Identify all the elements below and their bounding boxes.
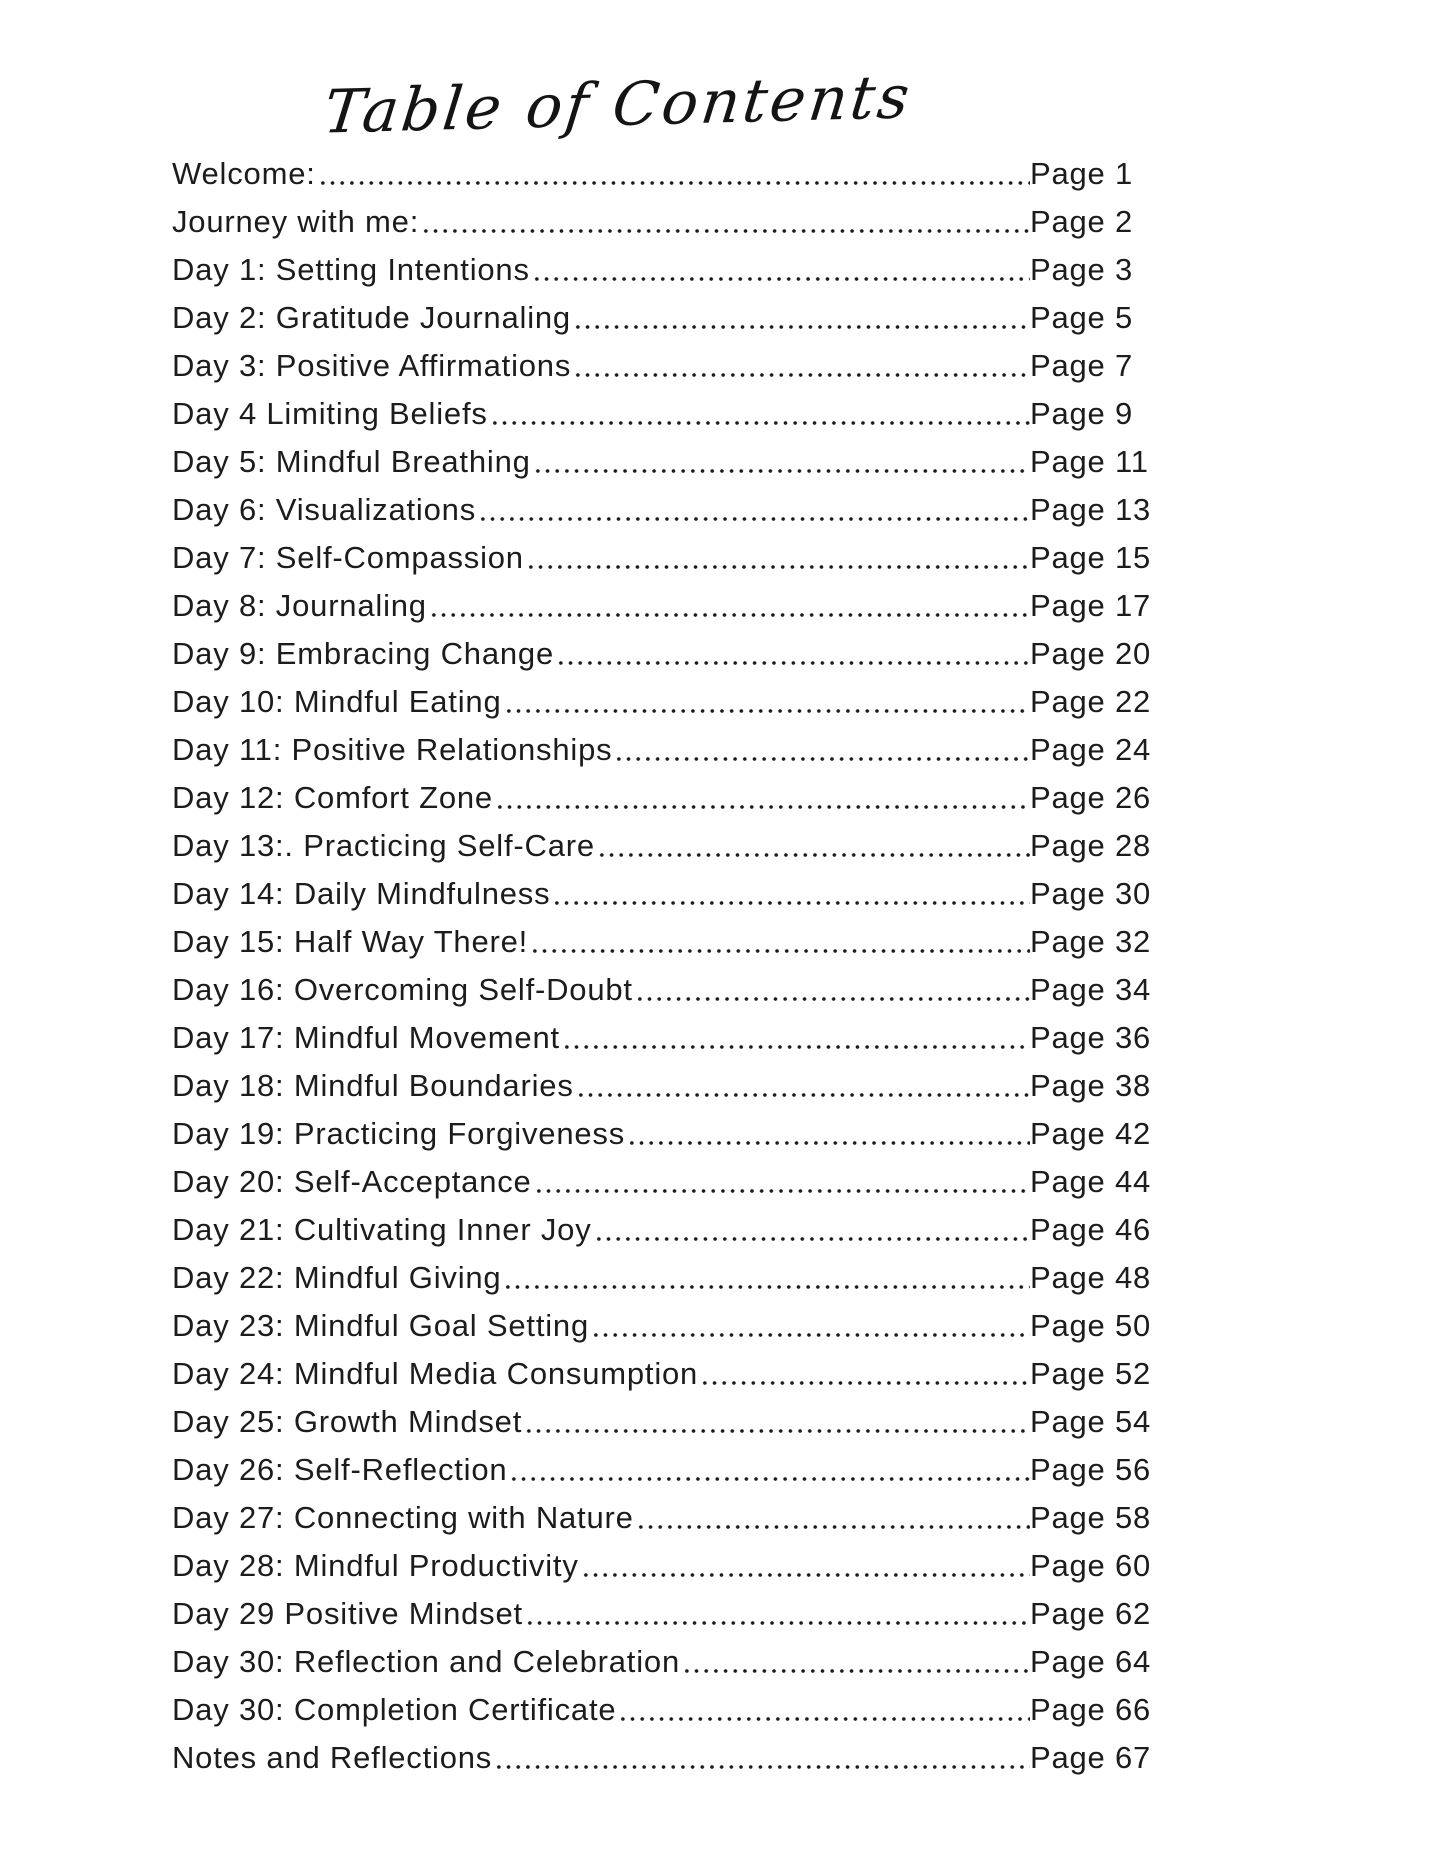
toc-entry-page: Page 50 — [1030, 1308, 1152, 1343]
toc-entry — [172, 198, 1151, 246]
toc-entry-lead — [172, 870, 1030, 918]
toc-entry-lead — [172, 1206, 1030, 1254]
toc-entry — [172, 774, 1151, 822]
dot-leader — [592, 1206, 1030, 1254]
toc-entry-label: Day 26: Self-Reflection — [172, 1452, 508, 1487]
toc-entry — [172, 1398, 1151, 1446]
toc-entry-lead — [172, 582, 1030, 630]
toc-entry-page: Page 17 — [1030, 588, 1152, 623]
toc-entry-page: Page 3 — [1030, 252, 1134, 287]
toc-entry-lead — [172, 1254, 1030, 1302]
dot-leader — [427, 582, 1030, 630]
toc-entry-lead — [172, 726, 1030, 774]
toc-entry-page: Page 64 — [1030, 1644, 1152, 1679]
toc-entry-page: Page 34 — [1030, 972, 1152, 1007]
toc-entry-page: Page 54 — [1030, 1404, 1152, 1439]
toc-entry-lead — [172, 1590, 1030, 1638]
toc-entry — [172, 966, 1151, 1014]
toc-entry-label: Day 21: Cultivating Inner Joy — [172, 1212, 592, 1247]
toc-entry-label: Day 17: Mindful Movement — [172, 1020, 560, 1055]
toc-entry-label: Day 16: Overcoming Self-Doubt — [172, 972, 633, 1007]
dot-leader — [698, 1350, 1030, 1398]
dot-leader — [589, 1302, 1030, 1350]
toc-entry-lead — [172, 342, 1030, 390]
toc-entry-page: Page 15 — [1030, 540, 1152, 575]
toc-entry-lead — [172, 534, 1030, 582]
toc-entry-lead — [172, 246, 1030, 294]
toc-entry-lead — [172, 1398, 1030, 1446]
toc-entry-lead — [172, 1734, 1030, 1782]
toc-entry — [172, 1158, 1151, 1206]
toc-entry — [172, 582, 1151, 630]
toc-entry-lead — [172, 1014, 1030, 1062]
toc-entry — [172, 1638, 1151, 1686]
toc-entry-label: Day 7: Self-Compassion — [172, 540, 524, 575]
page-title: Table of Contents — [320, 62, 916, 148]
toc-entry-label: Day 11: Positive Relationships — [172, 732, 613, 767]
toc-entry — [172, 1350, 1151, 1398]
toc-entry-page: Page 38 — [1030, 1068, 1152, 1103]
toc-entry-page: Page 7 — [1030, 348, 1134, 383]
toc-entry-label: Day 29 Positive Mindset — [172, 1596, 523, 1631]
dot-leader — [554, 630, 1030, 678]
toc-entry — [172, 630, 1151, 678]
toc-entry-page: Page 11 — [1030, 444, 1149, 479]
dot-leader — [532, 1158, 1030, 1206]
toc-entry — [172, 1302, 1151, 1350]
toc-entry-label: Day 28: Mindful Productivity — [172, 1548, 579, 1583]
toc-entry — [172, 1734, 1151, 1782]
toc-entry-page: Page 9 — [1030, 396, 1134, 431]
toc-entry-page: Page 28 — [1030, 828, 1152, 863]
dot-leader — [522, 1398, 1030, 1446]
toc-entry — [172, 1590, 1151, 1638]
toc-entry-label: Day 8: Journaling — [172, 588, 427, 623]
dot-leader — [492, 1734, 1030, 1782]
toc-entry — [172, 1446, 1151, 1494]
toc-entry — [172, 726, 1151, 774]
toc-entry-label: Welcome: — [172, 156, 316, 191]
toc-entry — [172, 342, 1151, 390]
toc-entry-label: Day 19: Practicing Forgiveness — [172, 1116, 626, 1151]
toc-list — [172, 150, 1151, 1782]
toc-entry-label: Day 14: Daily Mindfulness — [172, 876, 551, 911]
toc-entry-lead — [172, 966, 1030, 1014]
toc-entry-page: Page 42 — [1030, 1116, 1152, 1151]
toc-entry-label: Day 20: Self-Acceptance — [172, 1164, 532, 1199]
toc-entry-label: Day 25: Growth Mindset — [172, 1404, 523, 1439]
dot-leader — [507, 1446, 1030, 1494]
dot-leader — [574, 1062, 1030, 1110]
dot-leader — [493, 774, 1030, 822]
toc-entry-lead — [172, 438, 1030, 486]
toc-entry-label: Day 22: Mindful Giving — [172, 1260, 502, 1295]
dot-leader — [550, 870, 1030, 918]
dot-leader — [579, 1542, 1030, 1590]
toc-entry — [172, 438, 1151, 486]
dot-leader — [531, 438, 1030, 486]
toc-entry-label: Day 3: Positive Affirmations — [172, 348, 572, 383]
dot-leader — [571, 294, 1030, 342]
toc-entry — [172, 822, 1151, 870]
toc-entry — [172, 390, 1151, 438]
dot-leader — [560, 1014, 1030, 1062]
dot-leader — [680, 1638, 1030, 1686]
toc-entry — [172, 1542, 1151, 1590]
dot-leader — [502, 678, 1031, 726]
toc-entry-label: Day 15: Half Way There! — [172, 924, 529, 959]
toc-entry-label: Day 4 Limiting Beliefs — [172, 396, 488, 431]
toc-entry-label: Day 27: Connecting with Nature — [172, 1500, 634, 1535]
dot-leader — [524, 534, 1030, 582]
toc-entry-page: Page 67 — [1030, 1740, 1152, 1775]
toc-entry-lead — [172, 150, 1030, 198]
toc-entry-label: Day 12: Comfort Zone — [172, 780, 493, 815]
toc-entry-lead — [172, 1446, 1030, 1494]
toc-entry-label: Day 23: Mindful Goal Setting — [172, 1308, 589, 1343]
toc-entry-lead — [172, 1062, 1030, 1110]
toc-entry-lead — [172, 1110, 1030, 1158]
toc-entry — [172, 150, 1151, 198]
toc-entry-label: Day 13:. Practicing Self-Care — [172, 828, 595, 863]
toc-entry-lead — [172, 1686, 1030, 1734]
toc-entry-page: Page 2 — [1030, 204, 1134, 239]
toc-entry — [172, 1494, 1151, 1542]
toc-entry-page: Page 60 — [1030, 1548, 1152, 1583]
dot-leader — [528, 918, 1030, 966]
dot-leader — [501, 1254, 1030, 1302]
toc-entry-lead — [172, 630, 1030, 678]
dot-leader — [530, 246, 1030, 294]
toc-entry-label: Day 30: Completion Certificate — [172, 1692, 617, 1727]
toc-entry-lead — [172, 486, 1030, 534]
toc-entry-page: Page 46 — [1030, 1212, 1152, 1247]
toc-entry-label: Day 30: Reflection and Celebration — [172, 1644, 680, 1679]
toc-entry-label: Day 18: Mindful Boundaries — [172, 1068, 574, 1103]
dot-leader — [625, 1110, 1030, 1158]
toc-entry — [172, 1110, 1151, 1158]
toc-entry-lead — [172, 390, 1030, 438]
toc-entry-lead — [172, 1302, 1030, 1350]
toc-entry-page: Page 22 — [1030, 684, 1152, 719]
toc-entry — [172, 870, 1151, 918]
toc-entry-label: Day 2: Gratitude Journaling — [172, 300, 571, 335]
toc-entry-page: Page 36 — [1030, 1020, 1152, 1055]
dot-leader — [419, 198, 1030, 246]
dot-leader — [523, 1590, 1030, 1638]
toc-entry-lead — [172, 822, 1030, 870]
toc-entry-page: Page 48 — [1030, 1260, 1152, 1295]
toc-entry-page: Page 20 — [1030, 636, 1152, 671]
toc-entry-label: Day 5: Mindful Breathing — [172, 444, 531, 479]
toc-entry-lead — [172, 1542, 1030, 1590]
toc-entry — [172, 1686, 1151, 1734]
toc-entry — [172, 918, 1151, 966]
toc-entry-lead — [172, 294, 1030, 342]
toc-entry-lead — [172, 918, 1030, 966]
toc-entry-label: Day 9: Embracing Change — [172, 636, 554, 671]
toc-entry-page: Page 1 — [1030, 156, 1134, 191]
toc-entry-page: Page 56 — [1030, 1452, 1152, 1487]
toc-entry-page: Page 62 — [1030, 1596, 1152, 1631]
toc-entry-lead — [172, 678, 1030, 726]
toc-entry-page: Page 44 — [1030, 1164, 1152, 1199]
dot-leader — [634, 1494, 1030, 1542]
toc-entry — [172, 1254, 1151, 1302]
toc-entry-page: Page 5 — [1030, 300, 1134, 335]
toc-entry-lead — [172, 1158, 1030, 1206]
toc-entry-page: Page 13 — [1030, 492, 1152, 527]
toc-entry — [172, 678, 1151, 726]
dot-leader — [616, 1686, 1030, 1734]
dot-leader — [571, 342, 1030, 390]
dot-leader — [595, 822, 1030, 870]
toc-entry-label: Day 24: Mindful Media Consumption — [172, 1356, 699, 1391]
toc-entry — [172, 246, 1151, 294]
toc-entry-label: Journey with me: — [172, 204, 420, 239]
dot-leader — [612, 726, 1030, 774]
dot-leader — [488, 390, 1030, 438]
toc-entry — [172, 1062, 1151, 1110]
toc-entry-page: Page 24 — [1030, 732, 1152, 767]
toc-entry-label: Day 10: Mindful Eating — [172, 684, 502, 719]
toc-entry — [172, 294, 1151, 342]
toc-entry-page: Page 30 — [1030, 876, 1152, 911]
toc-entry-label: Day 1: Setting Intentions — [172, 252, 530, 287]
toc-entry-label: Notes and Reflections — [172, 1740, 493, 1775]
toc-entry-lead — [172, 774, 1030, 822]
toc-entry-lead — [172, 1494, 1030, 1542]
toc-entry-page: Page 66 — [1030, 1692, 1152, 1727]
toc-entry-lead — [172, 198, 1030, 246]
dot-leader — [633, 966, 1030, 1014]
toc-entry-page: Page 26 — [1030, 780, 1152, 815]
toc-entry — [172, 1206, 1151, 1254]
toc-entry — [172, 486, 1151, 534]
toc-entry-lead — [172, 1350, 1030, 1398]
toc-entry-page: Page 32 — [1030, 924, 1152, 959]
toc-entry-page: Page 52 — [1030, 1356, 1152, 1391]
dot-leader — [316, 150, 1030, 198]
toc-entry — [172, 1014, 1151, 1062]
dot-leader — [476, 486, 1030, 534]
toc-entry — [172, 534, 1151, 582]
toc-entry-label: Day 6: Visualizations — [172, 492, 476, 527]
toc-entry-page: Page 58 — [1030, 1500, 1152, 1535]
toc-entry-lead — [172, 1638, 1030, 1686]
